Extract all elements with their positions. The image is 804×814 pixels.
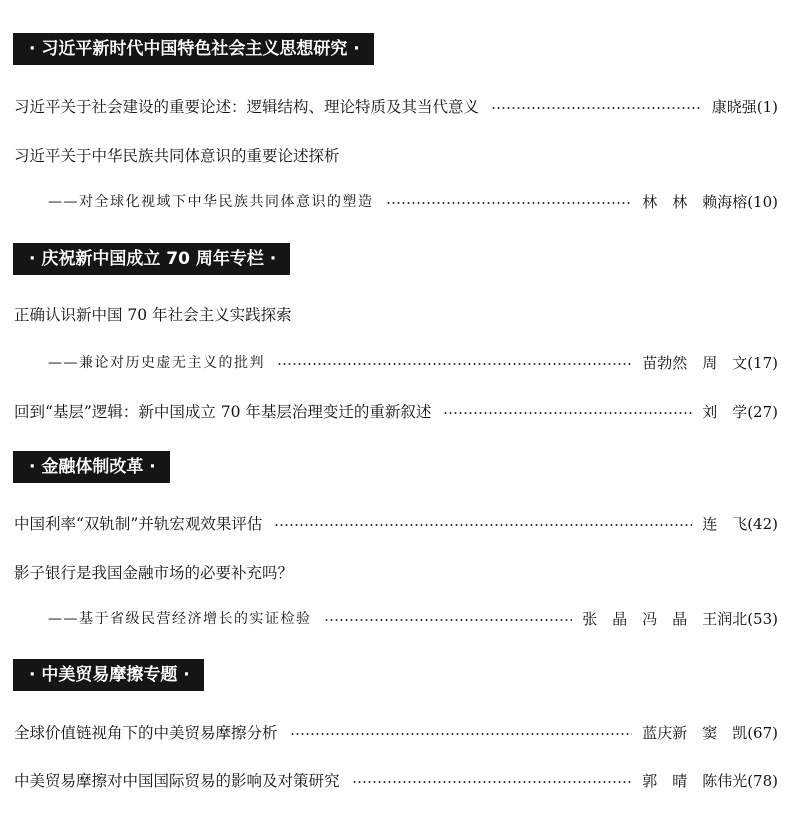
article-author: 苗勃然 周 文(17)	[642, 353, 778, 372]
leader-dots	[352, 781, 633, 783]
toc-entry[interactable]	[14, 511, 778, 535]
article-title: 中国利率“双轨制”并轨宏观效果评估	[14, 515, 263, 533]
article-title: 正确认识新中国 70 年社会主义实践探索	[14, 306, 292, 324]
section-header-trade-friction: · 中美贸易摩擦专题 ·	[13, 659, 204, 691]
article-title: 影子银行是我国金融市场的必要补充吗？	[14, 564, 294, 582]
section-header-xi-thought: · 习近平新时代中国特色社会主义思想研究 ·	[13, 33, 374, 65]
article-subtitle: ——基于省级民营经济增长的实证检验	[48, 611, 312, 627]
article-subtitle: ——对全球化视域下中华民族共同体意识的塑造	[48, 194, 374, 210]
toc-entry[interactable]	[14, 399, 778, 423]
article-author: 张 晶 冯 晶 王润北(53)	[582, 609, 778, 628]
toc-entry[interactable]	[14, 143, 340, 167]
section-header-financial-reform: · 金融体制改革 ·	[13, 451, 170, 483]
toc-entry-subtitle[interactable]	[48, 350, 778, 374]
article-author: 郭 晴 陈伟光(78)	[642, 771, 778, 790]
toc-entry-subtitle[interactable]	[48, 606, 778, 630]
toc-entry[interactable]	[14, 302, 292, 326]
leader-dots	[443, 412, 692, 414]
section-header-70th-anniversary: · 庆祝新中国成立 70 周年专栏 ·	[13, 243, 290, 275]
toc-entry-subtitle[interactable]	[48, 189, 778, 213]
article-title: 习近平关于中华民族共同体意识的重要论述探析	[14, 147, 340, 165]
article-author: 刘 学(27)	[702, 402, 778, 421]
leader-dots	[324, 619, 573, 621]
leader-dots	[274, 524, 692, 526]
toc-entry[interactable]	[14, 768, 778, 792]
article-title: 习近平关于社会建设的重要论述：逻辑结构、理论特质及其当代意义	[14, 98, 480, 116]
leader-dots	[290, 733, 633, 735]
leader-dots	[491, 107, 702, 109]
article-title: 全球价值链视角下的中美贸易摩擦分析	[14, 724, 278, 742]
article-subtitle: ——兼论对历史虚无主义的批判	[48, 355, 265, 371]
leader-dots	[277, 363, 632, 365]
toc-entry[interactable]	[14, 720, 778, 744]
toc-entry[interactable]	[14, 560, 293, 584]
leader-dots	[386, 202, 633, 204]
toc-entry[interactable]	[14, 94, 778, 118]
article-author: 连 飞(42)	[702, 514, 778, 533]
article-author: 林 林 赖海榕(10)	[642, 192, 778, 211]
article-author: 蓝庆新 窦 凯(67)	[642, 723, 778, 742]
article-author: 康晓强(1)	[711, 97, 778, 116]
article-title: 回到“基层”逻辑：新中国成立 70 年基层治理变迁的重新叙述	[14, 403, 432, 421]
article-title: 中美贸易摩擦对中国国际贸易的影响及对策研究	[14, 772, 340, 790]
